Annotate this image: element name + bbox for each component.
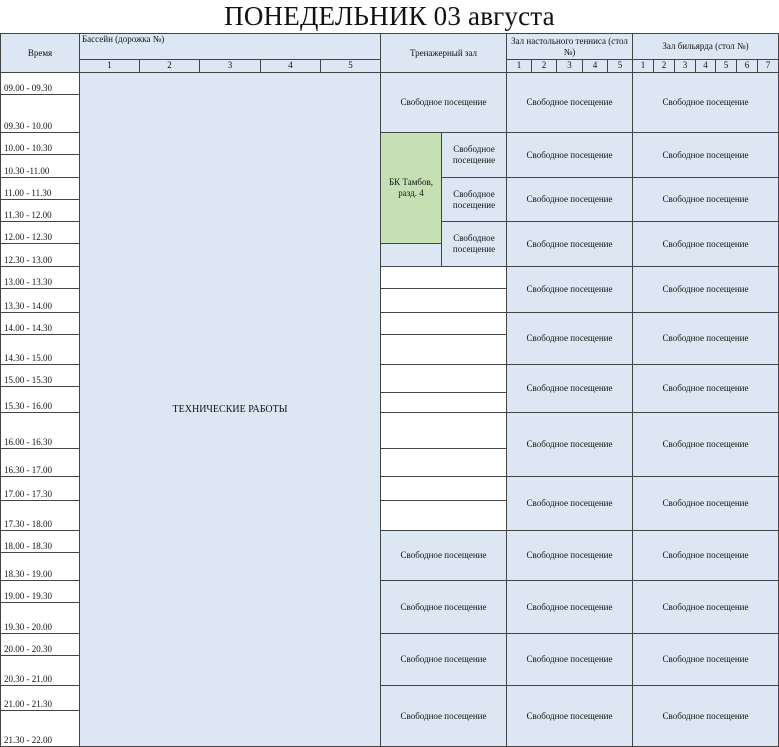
billiards-slot: Свободное посещение: [632, 633, 779, 686]
gym-slot: Свободное посещение: [380, 580, 507, 634]
tennis-slot: Свободное посещение: [506, 72, 633, 133]
billiard-table-number: 5: [715, 59, 737, 73]
time-slot: [0, 710, 80, 747]
billiards-slot: Свободное посещение: [632, 580, 779, 634]
time-label: 10.00 - 10.30: [4, 143, 52, 153]
tennis-slot: Свободное посещение: [506, 412, 633, 477]
tennis-table-number: 5: [607, 59, 633, 73]
gym-slot: Свободное посещение: [380, 685, 507, 747]
time-slot: [0, 685, 80, 711]
billiards-slot: Свободное посещение: [632, 221, 779, 267]
time-slot: [0, 500, 80, 531]
gym-slot-empty: [380, 312, 507, 335]
time-label: 14.00 - 14.30: [4, 323, 52, 333]
billiard-table-number: 3: [674, 59, 696, 73]
tennis-slot: Свободное посещение: [506, 364, 633, 413]
time-label: 09.30 - 10.00: [4, 121, 52, 131]
time-label: 12.30 - 13.00: [4, 255, 52, 265]
time-slot: [0, 72, 80, 95]
time-label: 12.00 - 12.30: [4, 232, 52, 242]
time-slot: [0, 221, 80, 244]
time-label: 17.00 - 17.30: [4, 489, 52, 499]
gym-header: Тренажерный зал: [380, 33, 507, 73]
time-slot: [0, 364, 80, 387]
time-label: 17.30 - 18.00: [4, 519, 52, 529]
time-slot: [0, 312, 80, 335]
time-label: 09.00 - 09.30: [4, 83, 52, 93]
gym-group-block: БК Тамбов, разд. 4: [380, 132, 442, 244]
tennis-slot: Свободное посещение: [506, 221, 633, 267]
tennis-slot: Свободное посещение: [506, 177, 633, 222]
tennis-slot: Свободное посещение: [506, 476, 633, 531]
billiards-slot: Свободное посещение: [632, 312, 779, 365]
pool-lane-number: 1: [79, 59, 140, 73]
billiard-table-number: 6: [736, 59, 758, 73]
time-slot: [0, 288, 80, 313]
time-slot: [0, 633, 80, 656]
time-slot: [0, 552, 80, 581]
time-label: 21.00 - 21.30: [4, 699, 52, 709]
tennis-header: Зал настольного тенниса (стол №): [506, 33, 633, 60]
pool-header: Бассейн (дорожка №): [79, 33, 381, 60]
time-slot: [0, 132, 80, 155]
billiards-slot: Свободное посещение: [632, 72, 779, 133]
gym-slot-split: Свободное посещение: [441, 177, 507, 222]
tennis-slot: Свободное посещение: [506, 580, 633, 634]
tennis-slot: Свободное посещение: [506, 132, 633, 178]
time-header: Время: [0, 33, 80, 73]
time-label: 20.00 - 20.30: [4, 644, 52, 654]
time-slot: [0, 530, 80, 553]
time-label: 18.00 - 18.30: [4, 541, 52, 551]
time-label: 15.30 - 16.00: [4, 401, 52, 411]
pool-lane-number: 3: [199, 59, 261, 73]
time-label: 13.00 - 13.30: [4, 277, 52, 287]
gym-slot-empty: [380, 412, 507, 449]
time-label: 20.30 - 21.00: [4, 674, 52, 684]
billiard-table-number: 2: [653, 59, 675, 73]
time-label: 14.30 - 15.00: [4, 353, 52, 363]
tennis-slot: Свободное посещение: [506, 312, 633, 365]
time-label: 11.00 - 11.30: [4, 188, 52, 198]
tennis-slot: Свободное посещение: [506, 530, 633, 581]
time-slot: [0, 334, 80, 365]
time-slot: [0, 199, 80, 222]
billiards-slot: Свободное посещение: [632, 177, 779, 222]
time-label: 19.00 - 19.30: [4, 591, 52, 601]
time-slot: [0, 94, 80, 133]
time-label: 11.30 - 12.00: [4, 210, 52, 220]
time-slot: [0, 386, 80, 413]
pool-maintenance-block: ТЕХНИЧЕСКИЕ РАБОТЫ: [79, 72, 381, 747]
time-slot: [0, 154, 80, 178]
time-slot: [0, 580, 80, 603]
time-label: 19.30 - 20.00: [4, 622, 52, 632]
time-label: 18.30 - 19.00: [4, 569, 52, 579]
tennis-table-number: 3: [556, 59, 583, 73]
billiards-slot: Свободное посещение: [632, 364, 779, 413]
billiards-slot: Свободное посещение: [632, 266, 779, 313]
billiards-header: Зал бильярда (стол №): [632, 33, 779, 60]
gym-slot: Свободное посещение: [380, 633, 507, 686]
gym-slot-empty: [380, 288, 507, 313]
gym-slot: Свободное посещение: [380, 72, 507, 133]
gym-slot-empty: [380, 392, 507, 413]
tennis-slot: Свободное посещение: [506, 685, 633, 747]
tennis-table-number: 1: [506, 59, 532, 73]
billiards-slot: Свободное посещение: [632, 476, 779, 531]
gym-slot-split: Свободное посещение: [441, 132, 507, 178]
gym-slot-empty: [380, 243, 442, 267]
tennis-slot: Свободное посещение: [506, 633, 633, 686]
time-slot: [0, 177, 80, 200]
time-slot: [0, 243, 80, 267]
time-slot: [0, 602, 80, 634]
tennis-slot: Свободное посещение: [506, 266, 633, 313]
time-label: 13.30 - 14.00: [4, 301, 52, 311]
time-slot: [0, 655, 80, 686]
time-label: 16.30 - 17.00: [4, 465, 52, 475]
gym-slot-empty: [380, 364, 507, 393]
gym-slot-empty: [380, 448, 507, 477]
pool-lane-number: 2: [139, 59, 200, 73]
time-slot: [0, 448, 80, 477]
gym-slot-empty: [380, 266, 507, 289]
billiards-slot: Свободное посещение: [632, 530, 779, 581]
gym-slot-split: Свободное посещение: [441, 221, 507, 267]
time-label: 16.00 - 16.30: [4, 437, 52, 447]
billiard-table-number: 1: [632, 59, 654, 73]
gym-slot-empty: [380, 334, 507, 365]
billiards-slot: Свободное посещение: [632, 685, 779, 747]
time-label: 21.30 - 22.00: [4, 735, 52, 745]
time-slot: [0, 412, 80, 449]
time-label: 10.30 -11.00: [4, 166, 50, 176]
pool-lane-number: 5: [320, 59, 381, 73]
page-title: ПОНЕДЕЛЬНИК 03 августа: [224, 1, 555, 31]
time-slot: [0, 266, 80, 289]
gym-slot-empty: [380, 500, 507, 531]
time-label: 15.00 - 15.30: [4, 375, 52, 385]
tennis-table-number: 4: [582, 59, 608, 73]
gym-slot: Свободное посещение: [380, 530, 507, 581]
billiard-table-number: 7: [757, 59, 779, 73]
billiards-slot: Свободное посещение: [632, 412, 779, 477]
tennis-table-number: 2: [531, 59, 557, 73]
gym-slot-empty: [380, 476, 507, 501]
pool-lane-number: 4: [260, 59, 321, 73]
time-slot: [0, 476, 80, 501]
billiard-table-number: 4: [695, 59, 716, 73]
billiards-slot: Свободное посещение: [632, 132, 779, 178]
